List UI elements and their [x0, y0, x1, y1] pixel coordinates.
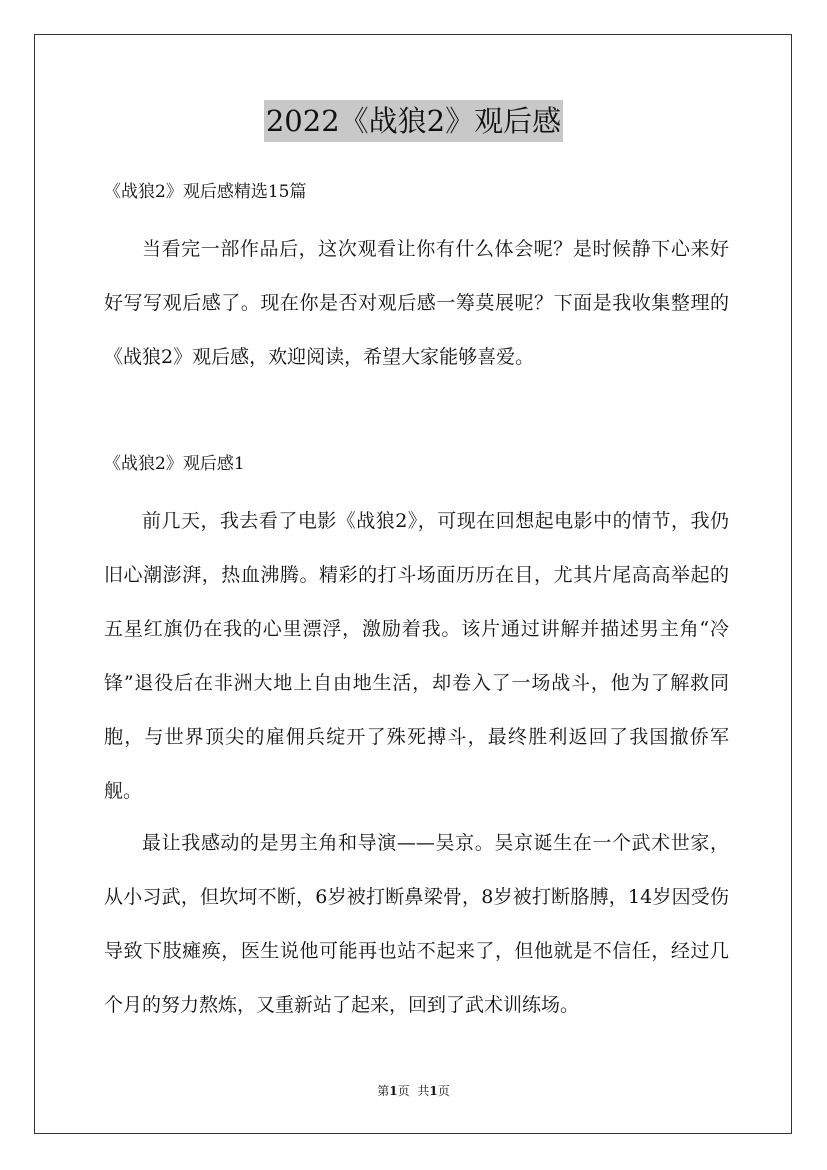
total-pages: 1	[429, 1084, 438, 1098]
section-heading: 《战狼2》观后感1	[104, 454, 245, 474]
collection-heading: 《战狼2》观后感精选15篇	[104, 182, 307, 202]
page-prefix: 第	[377, 1084, 390, 1098]
total-suffix: 页	[437, 1084, 450, 1098]
page-number: 1	[389, 1084, 398, 1098]
body-paragraph-2: 最让我感动的是男主角和导演——吴京。吴京诞生在一个武术世家，从小习武，但坎坷不断，6岁被打断鼻梁骨，8岁被打断胳膊，14岁因受伤导致下肢瘫痪，医生说他可能再也站不起来了，但他就是不信任，经过几个月的努力熬炼，又重新站了起来，回到了武术训练场。	[104, 832, 729, 1016]
page-footer	[0, 1083, 827, 1099]
body-paragraph-1: 前几天，我去看了电影《战狼2》，可现在回想起电影中的情节，我仍旧心潮澎湃，热血沸腾。精彩的打斗场面历历在目，尤其片尾高高举起的五星红旗仍在我的心里漂浮，激励着我。该片通过讲解并描述男主角“冷锋”退役后在非洲大地上自由地生活，却卷入了一场战斗，他为了解救同胞，与世界顶尖的雇佣兵绽开了殊死搏斗，最终胜利返回了我国撤侨军舰。	[104, 510, 729, 802]
intro-paragraph: 当看完一部作品后，这次观看让你有什么体会呢？是时候静下心来好好写写观后感了。现在你是否对观后感一筹莫展呢？下面是我收集整理的《战狼2》观后感，欢迎阅读，希望大家能够喜爱。	[104, 238, 729, 368]
title-container	[0, 100, 827, 142]
total-prefix: 共	[417, 1084, 430, 1098]
page-suffix: 页	[397, 1084, 410, 1098]
document-title: 2022《战狼2》观后感	[264, 100, 563, 142]
